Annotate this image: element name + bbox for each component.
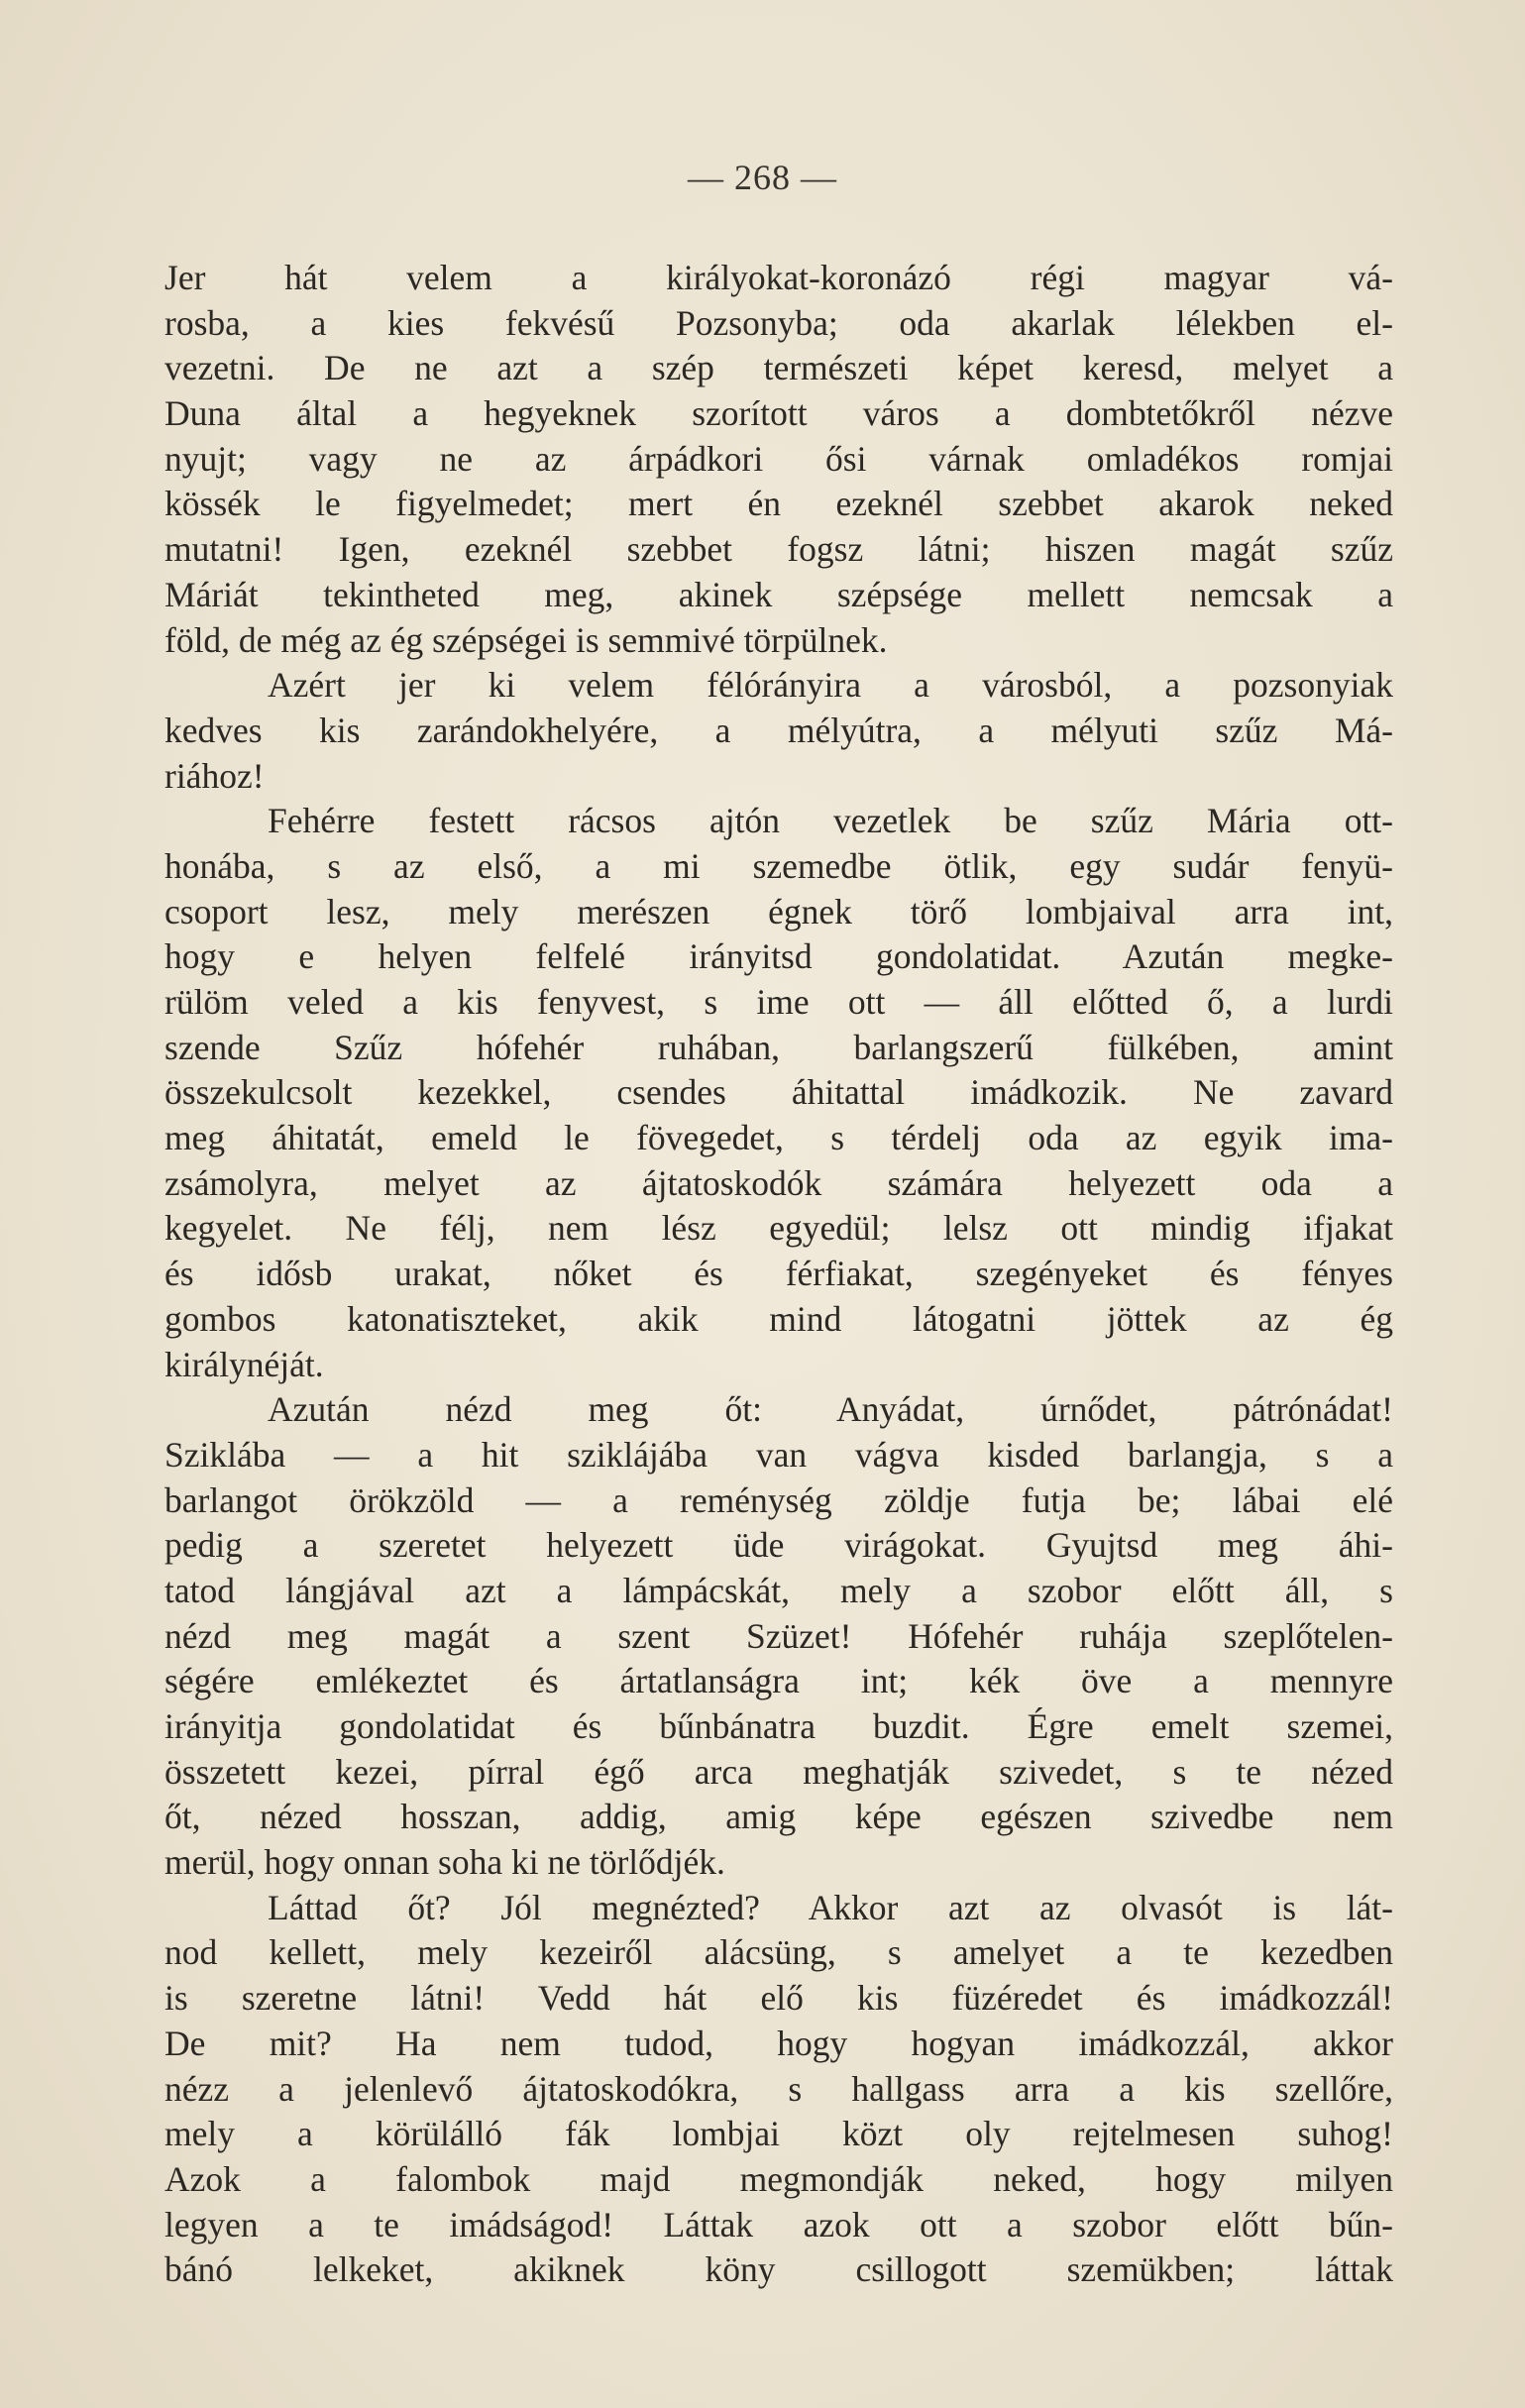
text-line: hogy e helyen felfelé irányitsd gondolatidat. Azután megke- [164, 936, 1393, 977]
text-line: Láttad őt? Jól megnézted? Akkor azt az olvasót is lát- [268, 1887, 1393, 1927]
text-line: ségére emlékeztet és ártatlanságra int; kék öve a mennyre [164, 1661, 1393, 1701]
text-line: nod kellett, mely kezeiről alácsüng, s amelyet a te kezedben [164, 1932, 1393, 1973]
text-line: Azért jer ki velem félórányira a városból, a pozsonyiak [268, 665, 1393, 706]
text-line: szende Szűz hófehér ruhában, barlangszerű fülkében, amint [164, 1027, 1393, 1067]
text-line: zsámolyra, melyet az ájtatoskodók számára helyezett oda a [164, 1162, 1393, 1203]
body-text [164, 256, 1393, 2293]
text-line: nézz a jelenlevő ájtatoskodókra, s hallgass arra a kis szellőre, [164, 2068, 1393, 2109]
text-line: kegyelet. Ne félj, nem lész egyedül; lelsz ott mindig ifjakat [164, 1208, 1393, 1249]
text-line: és idősb urakat, nőket és férfiakat, szegényeket és fényes [164, 1254, 1393, 1294]
text-line: is szeretne látni! Vedd hát elő kis füzéredet és imádkozzál! [164, 1978, 1393, 2019]
text-line: honába, s az első, a mi szemedbe ötlik, egy sudár fenyü- [164, 845, 1393, 886]
text-line: Sziklába — a hit sziklájába van vágva kisded barlangja, s a [164, 1434, 1393, 1475]
text-line: riához! [164, 755, 265, 796]
text-line: meg áhitatát, emeld le fövegedet, s térdelj oda az egyik ima- [164, 1118, 1393, 1158]
text-line: legyen a te imádságod! Láttak azok ott a szobor előtt bűn- [164, 2204, 1393, 2244]
text-line: Máriát tekintheted meg, akinek szépsége mellett nemcsak a [164, 574, 1393, 614]
text-line: Azok a falombok majd megmondják neked, hogy milyen [164, 2158, 1393, 2199]
text-line: rülöm veled a kis fenyvest, s ime ott — áll előtted ő, a lurdi [164, 982, 1393, 1022]
text-line: nyujt; vagy ne az árpádkori ősi várnak omladékos romjai [164, 438, 1393, 479]
text-line: kedves kis zarándokhelyére, a mélyútra, a mélyuti szűz Má- [164, 710, 1393, 750]
text-line: vezetni. De ne azt a szép természeti képet keresd, melyet a [164, 348, 1393, 388]
text-line: Fehérre festett rácsos ajtón vezetlek be szűz Mária ott- [268, 801, 1393, 841]
page-number: — 268 — [688, 158, 837, 197]
text-line: rosba, a kies fekvésű Pozsonyba; oda akarlak lélekben el- [164, 302, 1393, 343]
text-line: föld, de még az ég szépségei is semmivé törpülnek. [164, 619, 888, 660]
text-line: nézd meg magát a szent Szüzet! Hófehér ruhája szeplőtelen- [164, 1615, 1393, 1656]
text-line: merül, hogy onnan soha ki ne törlődjék. [164, 1842, 725, 1883]
text-line: kössék le figyelmedet; mert én ezeknél szebbet akarok neked [164, 484, 1393, 524]
text-line: csoport lesz, mely merészen égnek törő lombjaival arra int, [164, 891, 1393, 931]
text-line: gombos katonatiszteket, akik mind látogatni jöttek az ég [164, 1298, 1393, 1339]
text-line: összekulcsolt kezekkel, csendes áhitattal imádkozik. Ne zavard [164, 1072, 1393, 1113]
text-line: tatod lángjával azt a lámpácskát, mely a szobor előtt áll, s [164, 1570, 1393, 1610]
text-line: Azután nézd meg őt: Anyádat, úrnődet, pátrónádat! [268, 1389, 1393, 1430]
text-line: mutatni! Igen, ezeknél szebbet fogsz látni; hiszen magát szűz [164, 529, 1393, 570]
text-line: összetett kezei, pírral égő arca meghatják szivedet, s te nézed [164, 1751, 1393, 1792]
text-line: őt, nézed hosszan, addig, amig képe egészen szivedbe nem [164, 1797, 1393, 1837]
text-line: bánó lelkeket, akiknek köny csillogott szemükben; láttak [164, 2249, 1393, 2290]
text-line: irányitja gondolatidat és bűnbánatra buzdit. Égre emelt szemei, [164, 1706, 1393, 1746]
text-line: De mit? Ha nem tudod, hogy hogyan imádkozzál, akkor [164, 2023, 1393, 2063]
text-line: Jer hát velem a királyokat-koronázó régi magyar vá- [164, 258, 1393, 297]
text-line: pedig a szeretet helyezett üde virágokat. Gyujtsd meg áhi- [164, 1525, 1393, 1566]
text-line: Duna által a hegyeknek szorított város a dombtetőkről nézve [164, 393, 1393, 434]
text-line: mely a körülálló fák lombjai közt oly rejtelmesen suhog! [164, 2114, 1393, 2154]
text-line: barlangot örökzöld — a reménység zöldje futja be; lábai elé [164, 1479, 1393, 1520]
text-line: királynéját. [164, 1344, 324, 1384]
